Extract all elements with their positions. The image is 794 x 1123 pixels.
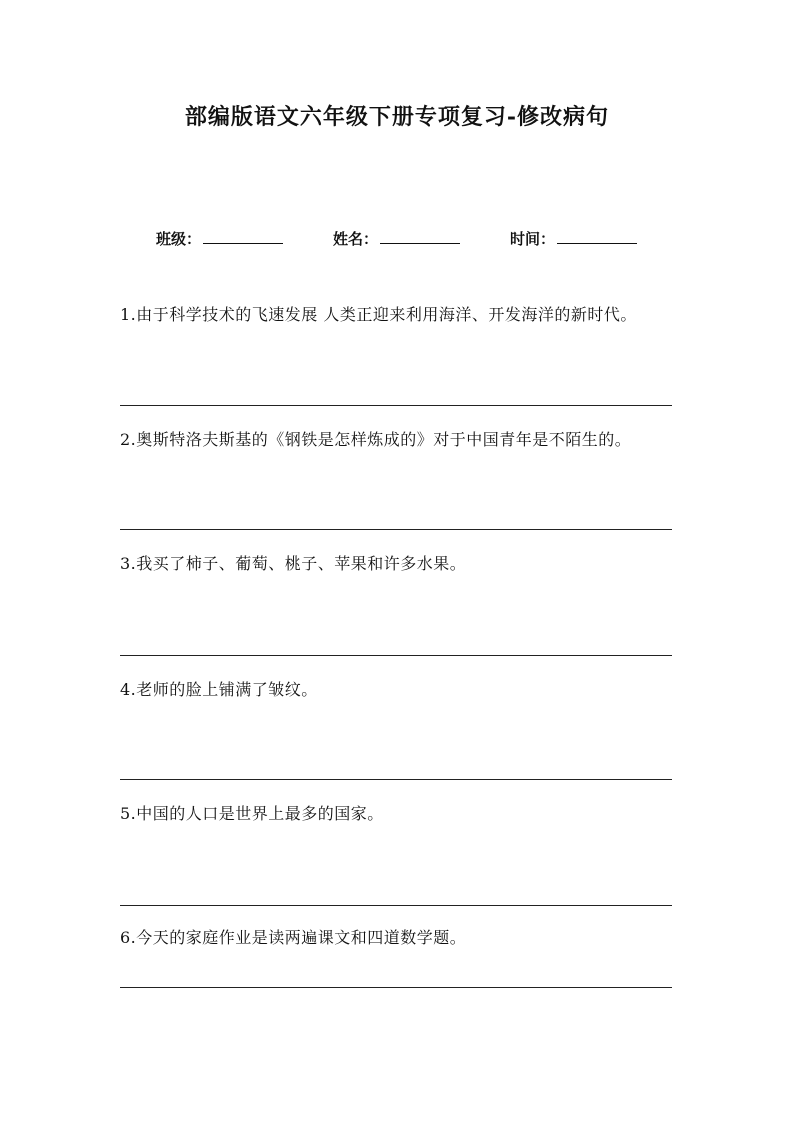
- question-2: 2.奥斯特洛夫斯基的《钢铁是怎样炼成的》对于中国青年是不陌生的。: [120, 430, 632, 449]
- name-field: [333, 228, 460, 249]
- page-title: 部编版语文六年级下册专项复习-修改病句: [184, 104, 610, 130]
- answer-line-4[interactable]: [120, 779, 672, 780]
- answer-line-3[interactable]: [120, 655, 672, 656]
- class-blank[interactable]: [203, 229, 283, 244]
- question-1: 1.由于科学技术的飞速发展 人类正迎来利用海洋、开发海洋的新时代。: [120, 305, 637, 324]
- answer-line-6[interactable]: [120, 987, 672, 988]
- time-field: [510, 228, 637, 249]
- question-3: 3.我买了柿子、葡萄、桃子、苹果和许多水果。: [120, 554, 467, 573]
- name-blank[interactable]: [380, 229, 460, 244]
- answer-line-1[interactable]: [120, 405, 672, 406]
- time-blank[interactable]: [557, 229, 637, 244]
- question-5: 5.中国的人口是世界上最多的国家。: [120, 804, 384, 823]
- answer-line-2[interactable]: [120, 529, 672, 530]
- class-field: [156, 228, 283, 249]
- question-4: 4.老师的脸上铺满了皱纹。: [120, 680, 318, 699]
- class-label: 班级：: [156, 230, 202, 248]
- question-6: 6.今天的家庭作业是读两遍课文和四道数学题。: [120, 928, 467, 947]
- student-info-row: [0, 228, 794, 248]
- answer-line-5[interactable]: [120, 905, 672, 906]
- name-label: 姓名：: [333, 230, 379, 248]
- time-label: 时间：: [510, 230, 556, 248]
